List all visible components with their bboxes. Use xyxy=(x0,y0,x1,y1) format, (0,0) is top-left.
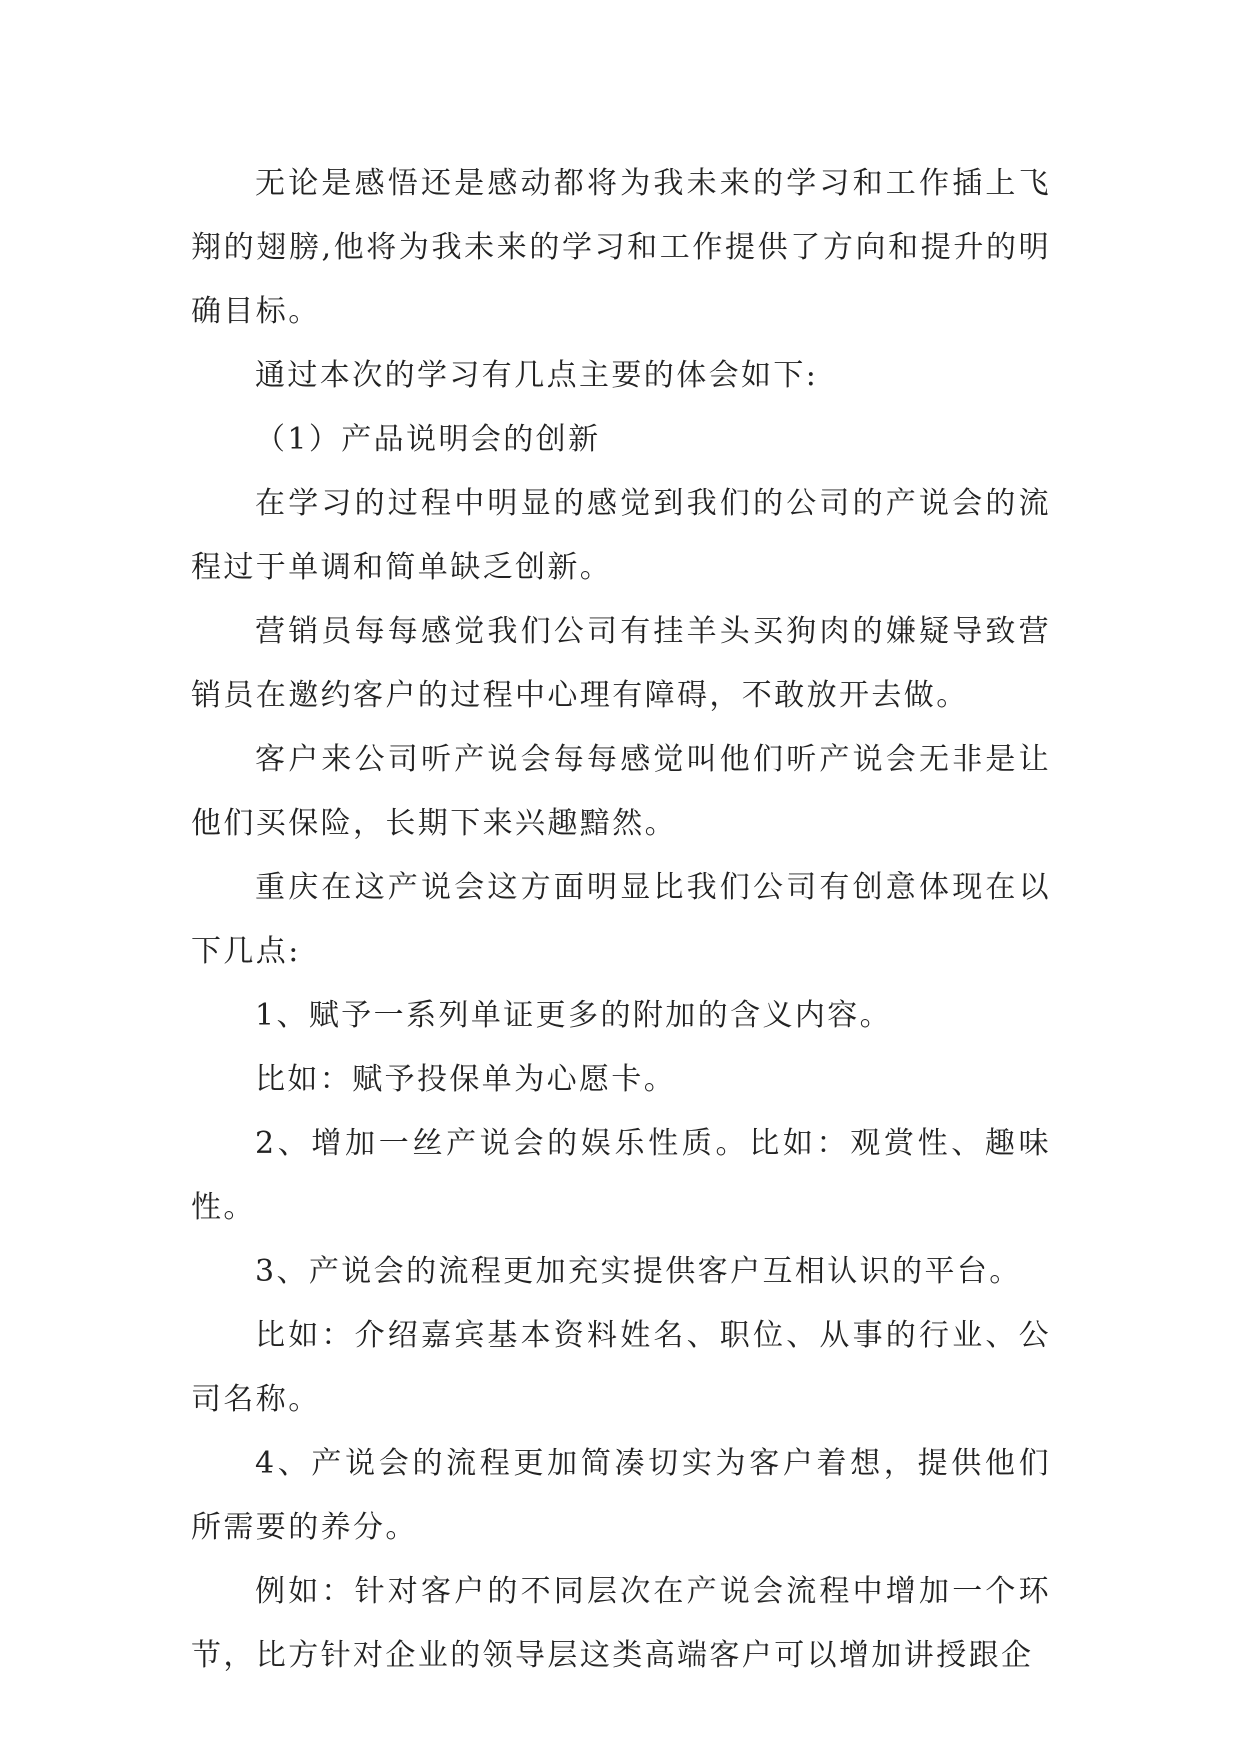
paragraph: 重庆在这产说会这方面明显比我们公司有创意体现在以下几点: xyxy=(191,870,1051,969)
paragraph: 无论是感悟还是感动都将为我未来的学习和工作插上飞翔的翅膀,他将为我未来的学习和工作提供了方向和提升的明确目标。 xyxy=(191,166,1051,329)
document-body xyxy=(191,152,1051,1688)
section-heading: （1）产品说明会的创新 xyxy=(255,422,601,457)
list-item: 3、产说会的流程更加充实提供客户互相认识的平台。 xyxy=(255,1254,1022,1289)
paragraph: 例如：针对客户的不同层次在产说会流程中增加一个环节，比方针对企业的领导层这类高端客户可以增加讲授跟企 xyxy=(191,1574,1051,1673)
list-item: 1、赋予一系列单证更多的附加的含义内容。 xyxy=(255,998,893,1033)
paragraph: 比如：介绍嘉宾基本资料姓名、职位、从事的行业、公司名称。 xyxy=(191,1318,1051,1417)
list-item: 4、产说会的流程更加简凑切实为客户着想，提供他们所需要的养分。 xyxy=(191,1446,1051,1545)
paragraph: 营销员每每感觉我们公司有挂羊头买狗肉的嫌疑导致营销员在邀约客户的过程中心理有障碍，不敢放开去做。 xyxy=(191,614,1051,713)
paragraph: 客户来公司听产说会每每感觉叫他们听产说会无非是让他们买保险，长期下来兴趣黯然。 xyxy=(191,742,1051,841)
paragraph: 在学习的过程中明显的感觉到我们的公司的产说会的流程过于单调和简单缺乏创新。 xyxy=(191,486,1051,585)
paragraph: 比如：赋予投保单为心愿卡。 xyxy=(255,1062,677,1097)
list-item: 2、增加一丝产说会的娱乐性质。比如：观赏性、趣味性。 xyxy=(191,1126,1051,1225)
paragraph: 通过本次的学习有几点主要的体会如下: xyxy=(255,358,819,393)
